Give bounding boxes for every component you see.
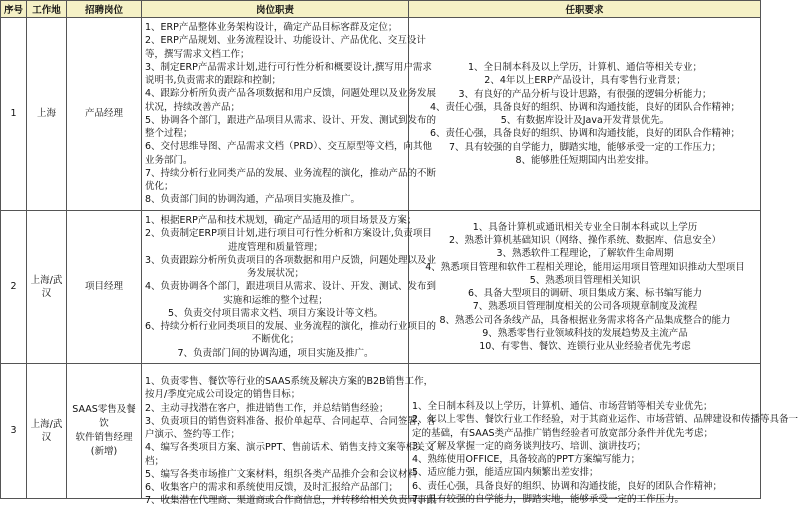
duty-line: 优化； <box>145 181 174 192</box>
header-num: 序号 <box>1 1 27 18</box>
duty-line: 等，撰写需求文档工作； <box>145 48 250 60</box>
requirement-line: 4、熟悉项目管理和软件工程相关理论，能用运用项目管理知识推动大型项目 <box>425 261 745 273</box>
duty-line: 整个过程； <box>145 128 193 139</box>
requirement-line: 7、具有较强的自学能力，脚踏实地，能够承受一定的工作压力。 <box>412 493 685 505</box>
requirement-line: 2、4年以上ERP产品设计，具有零售行业背景； <box>484 75 686 87</box>
position-line: 软件销售经理 <box>75 432 133 443</box>
duty-line: 2、主动寻找潜在客户，推进销售工作，并总结销售经验； <box>145 402 389 414</box>
duty-line: 4、负责协调各个部门，跟进项目从需求、设计、开发、测试、发布到 <box>145 281 437 293</box>
requirement-line: 2、年以上零售、餐饮行业工作经验，对于其商业运作、市场营销、品牌建设和传播等具备一 <box>412 414 798 426</box>
duty-line: 4、编写各类项目方案、演示PPT、售前话术、销售支持文案等相关文 <box>145 442 435 454</box>
requirement-line: 5、适应能力强，能适应国内频繁出差安排； <box>412 467 599 479</box>
row-num: 2 <box>1 211 27 364</box>
duty-line: 实施和运维的整个过程； <box>223 294 328 306</box>
position-line: SAAS零售及餐饮 <box>72 404 136 429</box>
requirement-line: 7、具有较强的自学能力，脚踏实地，能够承受一定的工作压力； <box>448 141 722 153</box>
duty-line: 6、交付思维导图、产品需求文档（PRD）、交互原型等文档，向其他 <box>145 141 432 153</box>
table-row <box>1 364 761 499</box>
row-duties <box>142 18 437 211</box>
requirement-line: 8、熟悉公司各条线产品，具备根据业务需求将各产品集成整合的能力 <box>439 314 731 326</box>
requirement-line: 3、熟悉软件工程理论，了解软件生命周期 <box>496 248 674 260</box>
row-requirements <box>409 211 761 364</box>
duty-line: 进度管理和质量管理； <box>227 241 323 253</box>
row-duties <box>142 211 437 364</box>
table-header-row <box>1 1 761 18</box>
table-row <box>1 211 761 364</box>
header-location: 工作地 <box>27 1 67 18</box>
requirement-line: 4、责任心强，具备良好的组织、协调和沟通技能，良好的团队合作精神； <box>429 101 741 113</box>
header-duties: 岗位职责 <box>142 1 409 18</box>
row-num: 3 <box>1 364 27 499</box>
requirement-line: 8、能够胜任短期国内出差安排。 <box>515 154 655 166</box>
requirement-line: 4、熟练使用OFFICE，具备较高的PPT方案编写能力； <box>412 454 641 465</box>
duty-line: 7、负责部门间的协调沟通，项目实施及推广。 <box>177 347 374 359</box>
requirement-line: 1、具备计算机或通讯相关专业全日制本科或以上学历 <box>472 221 698 233</box>
table-row <box>1 18 761 211</box>
requirement-line: 5、有数据库设计及Java开发背景优先。 <box>500 115 670 126</box>
duty-line: 按月/季度完成公司设定的销售目标； <box>145 389 301 401</box>
requirement-line: 1、全日制本科及以上学历，计算机、通信等相关专业； <box>467 62 703 73</box>
position-line: 产品经理 <box>84 108 123 119</box>
requirement-line: 5、熟悉项目管理相关知识 <box>529 274 641 286</box>
header-position: 招聘岗位 <box>67 1 142 18</box>
row-duties <box>142 364 437 507</box>
duty-line: 7、持续分析行业同类产品的发展、业务流程的演化，推动产品的不断 <box>145 167 437 179</box>
duty-line: 5、协调各个部门，跟进产品项目从需求、设计、开发、测试到发布的 <box>145 114 437 126</box>
row-position <box>67 211 142 364</box>
duty-line: 6、收集客户的需求和系统使用反馈，及时汇报给产品部门； <box>145 482 399 493</box>
requirement-line: 6、责任心强，具备良好的组织、协调和沟通技能，良好的团队合作精神； <box>412 480 723 492</box>
requirement-line: 6、责任心强，具备良好的组织、协调和沟通技能，良好的团队合作精神； <box>429 128 741 140</box>
requirement-line: 10、有零售、餐饮、连锁行业从业经验者优先考虑 <box>479 341 691 352</box>
row-location: 上海/武汉 <box>27 211 67 364</box>
header-requirements: 任职要求 <box>409 1 761 18</box>
requirement-line: 3、有良好的产品分析与设计思路，有很强的逻辑分析能力； <box>458 88 712 100</box>
duty-line: 务发展状况； <box>246 268 304 280</box>
requirement-line: 3、了解及掌握一定的商务谈判技巧、培训、演讲技巧； <box>412 440 647 452</box>
duty-line: 7、收集潜在代理商、渠道商或合作商信息，并转移给相关负责同事跟 <box>145 495 437 507</box>
requirement-line: 6、具备大型项目的调研、项目集成方案、标书编写能力 <box>467 288 703 299</box>
position-line: (新增) <box>90 446 118 457</box>
position-line: 项目经理 <box>84 281 123 292</box>
duty-line: 1、ERP产品整体业务架构设计，确定产品目标客群及定位； <box>145 22 398 33</box>
requirement-line: 7、熟悉项目管理制度相关的公司各项规章制度及流程 <box>472 301 698 313</box>
requirement-line: 定的基础，有SAAS类产品推广销售经验者可放宽部分条件并优先考虑； <box>412 427 713 439</box>
duty-line: 户演示、签约等工作； <box>145 429 241 440</box>
duty-line: 8、负责部门间的协调沟通，产品项目实施及推广。 <box>145 194 361 206</box>
row-num: 1 <box>1 18 27 211</box>
duty-line: 4、跟踪分析所负责产品各项数据和用户反馈，问题处理以及业务发展 <box>145 88 437 100</box>
duty-line: 业务部门。 <box>145 154 193 166</box>
duty-line: 1、根据ERP产品和技术规划，确定产品适用的项目场景及方案； <box>145 215 417 227</box>
duty-line: 2、负责制定ERP项目计划,进行项目可行性分析和方案设计,负责项目 <box>145 228 432 240</box>
row-requirements <box>409 364 798 505</box>
row-position <box>67 18 142 211</box>
duty-line: 5、负责交付项目需求文档、项目方案设计等文档。 <box>167 307 384 319</box>
row-requirements <box>409 18 761 211</box>
duty-line: 状况，持续改善产品； <box>145 101 241 113</box>
row-position <box>67 364 142 499</box>
duty-line: 6、持续分析行业同类项目的发展、业务流程的演化，推动行业项目的 <box>145 321 437 333</box>
duty-line: 2、ERP产品规划、业务流程设计、功能设计、产品优化、交互设计 <box>145 35 426 47</box>
duty-line: 5、编写各类市场推广文案材料，组织各类产品推介会和会议材料 <box>145 468 418 480</box>
row-location: 上海 <box>27 18 67 211</box>
duty-line: 1、负责零售、餐饮等行业的SAAS系统及解决方案的B2B销售工作， <box>145 376 434 387</box>
duty-line: 3、负责项目的销售资料准备、报价单起草、合同起草、合同签署，客 <box>145 415 437 427</box>
duty-line: 3、负责跟踪分析所负责项目的各项数据和用户反馈，问题处理以及业 <box>145 254 437 266</box>
row-location: 上海/武汉 <box>27 364 67 499</box>
requirement-line: 1、全日制本科及以上学历，计算机、通信、市场营销等相关专业优先； <box>412 401 713 412</box>
duty-line: 不断优化； <box>251 334 300 346</box>
duty-line: 3、制定ERP产品需求计划,进行可行性分析和概要设计,撰写用户需求 <box>145 61 432 73</box>
requirement-line: 9、熟悉零售行业领域科技的发展趋势及主流产品 <box>482 327 688 339</box>
requirement-line: 2、熟悉计算机基础知识（网络、操作系统、数据库、信息安全） <box>448 235 722 246</box>
duty-line: 档； <box>145 455 165 467</box>
duty-line: 说明书,负责需求的跟踪和控制； <box>145 75 282 86</box>
